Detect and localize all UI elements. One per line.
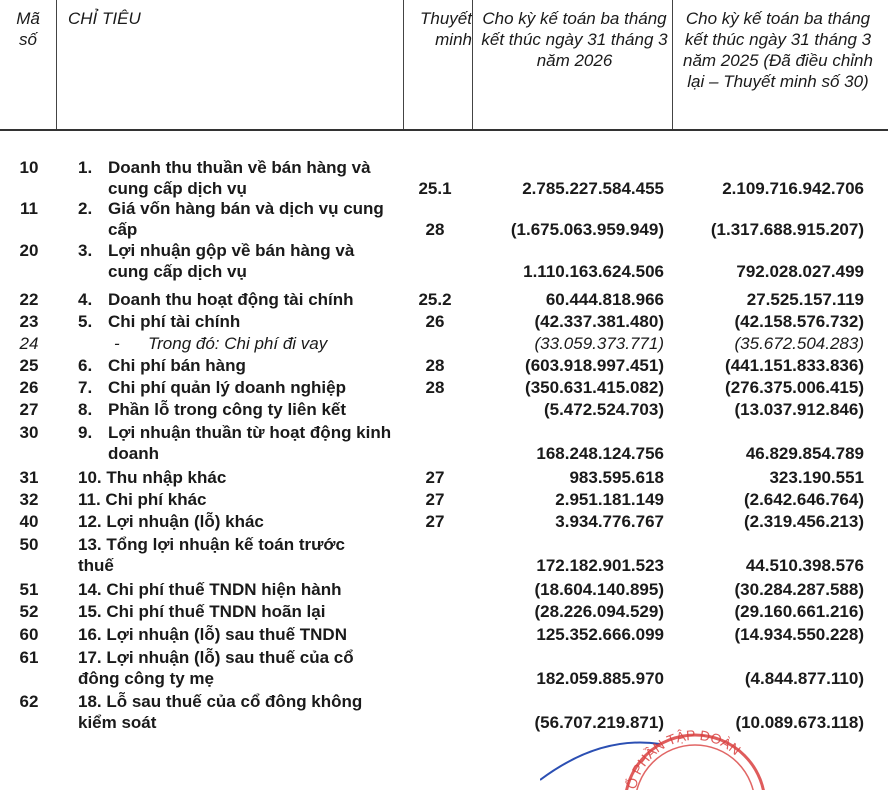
row-label: 14. Chi phí thuế TNDN hiện hành xyxy=(78,580,342,599)
row-value-2026: (28.226.094.529) xyxy=(534,602,664,621)
row-number: 6. xyxy=(78,356,93,375)
row-value-2025: 323.190.551 xyxy=(769,468,864,487)
row-value-2025: 792.028.027.499 xyxy=(736,262,864,281)
row-label: Doanh thu thuần về bán hàng và cung cấp dịch vụ xyxy=(108,158,371,198)
row-note: 28 xyxy=(425,356,445,375)
row-value-2026: 1.110.163.624.506 xyxy=(523,262,664,281)
row-code: 10 xyxy=(19,158,39,177)
row-note: 28 xyxy=(425,220,445,239)
row-value-2026: 2.951.181.149 xyxy=(555,490,664,509)
row-number: 4. xyxy=(78,290,93,309)
row-note: 25.1 xyxy=(418,179,452,198)
row-number: 3. xyxy=(78,241,93,260)
row-value-2025: 2.109.716.942.706 xyxy=(722,179,864,198)
row-label: Trong đó: Chi phí đi vay xyxy=(148,334,328,353)
row-code: 40 xyxy=(19,512,39,531)
column-divider xyxy=(672,0,673,129)
row-code: 62 xyxy=(19,692,39,711)
row-number: 9. xyxy=(78,423,93,442)
row-note: 27 xyxy=(425,468,445,487)
row-code: 30 xyxy=(19,423,39,442)
header-code: Mã số xyxy=(16,9,40,49)
row-value-2025: (276.375.006.415) xyxy=(725,378,864,397)
row-value-2025: 44.510.398.576 xyxy=(745,556,864,575)
row-label: Phần lỗ trong công ty liên kết xyxy=(108,400,347,419)
row-code: 26 xyxy=(19,378,39,397)
row-value-2025: (2.642.646.764) xyxy=(743,490,864,509)
row-value-2025: (441.151.833.836) xyxy=(725,356,864,375)
row-value-2026: (42.337.381.480) xyxy=(534,312,664,331)
header-period-2026: Cho kỳ kế toán ba tháng kết thúc ngày 31 tháng 3 năm 2026 xyxy=(481,9,668,70)
row-value-2025: 46.829.854.789 xyxy=(745,444,864,463)
row-label: Lợi nhuận gộp về bán hàng và cung cấp dịch vụ xyxy=(108,241,355,281)
row-label: 16. Lợi nhuận (lỗ) sau thuế TNDN xyxy=(78,625,347,644)
row-code: 22 xyxy=(19,290,39,309)
row-value-2026: (350.631.415.082) xyxy=(525,378,664,397)
row-value-2025: (30.284.287.588) xyxy=(734,580,864,599)
row-code: 60 xyxy=(19,625,39,644)
row-code: 50 xyxy=(19,535,39,554)
row-label: 13. Tổng lợi nhuận kế toán trước thuế xyxy=(78,535,345,575)
row-value-2026: (18.604.140.895) xyxy=(534,580,664,599)
row-code: 52 xyxy=(19,602,39,621)
row-value-2026: (603.918.997.451) xyxy=(525,356,664,375)
row-note: 26 xyxy=(425,312,445,331)
row-label: 15. Chi phí thuế TNDN hoãn lại xyxy=(78,602,326,621)
row-label: Chi phí tài chính xyxy=(108,312,241,331)
row-label: Giá vốn hàng bán và dịch vụ cung cấp xyxy=(108,199,384,239)
row-note: 25.2 xyxy=(418,290,452,309)
row-note: 27 xyxy=(425,512,445,531)
row-code: 23 xyxy=(19,312,39,331)
row-value-2025: (14.934.550.228) xyxy=(734,625,864,644)
row-code: 27 xyxy=(19,400,39,419)
row-number: 8. xyxy=(78,400,93,419)
row-code: 31 xyxy=(19,468,39,487)
row-value-2026: 2.785.227.584.455 xyxy=(522,179,664,198)
column-divider xyxy=(472,0,473,129)
row-code: 20 xyxy=(19,241,39,260)
row-value-2026: (56.707.219.871) xyxy=(534,713,664,732)
row-label: 18. Lỗ sau thuế của cổ đông không kiểm soát xyxy=(78,692,363,732)
row-code: 11 xyxy=(20,199,38,218)
header-rule xyxy=(0,129,888,131)
row-value-2026: (1.675.063.959.949) xyxy=(510,220,664,239)
row-value-2025: 27.525.157.119 xyxy=(746,290,864,309)
header-period-2025: Cho kỳ kế toán ba tháng kết thúc ngày 31 tháng 3 năm 2025 (Đã điều chỉnh lại – Thuyết minh số 30) xyxy=(683,9,873,91)
row-number: 2. xyxy=(78,199,93,218)
row-code: 24 xyxy=(19,334,39,353)
row-value-2025: (35.672.504.283) xyxy=(734,334,864,353)
row-label: Lợi nhuận thuần từ hoạt động kinh doanh xyxy=(108,423,392,463)
row-dash: - xyxy=(114,334,120,353)
row-note: 28 xyxy=(425,378,445,397)
row-label: 11. Chi phí khác xyxy=(78,490,207,509)
row-number: 7. xyxy=(78,378,93,397)
row-label: Doanh thu hoạt động tài chính xyxy=(108,290,354,309)
row-value-2026: 3.934.776.767 xyxy=(555,512,664,531)
row-value-2025: (13.037.912.846) xyxy=(734,400,864,419)
row-value-2026: 168.248.124.756 xyxy=(536,444,664,463)
signature-stroke xyxy=(540,743,660,781)
row-code: 51 xyxy=(19,580,39,599)
row-label: 17. Lợi nhuận (lỗ) sau thuế của cổ đông công ty mẹ xyxy=(78,648,354,688)
row-value-2025: (1.317.688.915.207) xyxy=(710,220,864,239)
row-value-2026: 125.352.666.099 xyxy=(536,625,664,644)
column-divider xyxy=(403,0,404,129)
row-value-2025: (29.160.661.216) xyxy=(734,602,864,621)
row-number: 5. xyxy=(78,312,93,331)
row-value-2026: 182.059.885.970 xyxy=(536,669,664,688)
header-note: Thuyết minh xyxy=(420,9,472,49)
row-code: 25 xyxy=(19,356,39,375)
row-value-2025: (10.089.673.118) xyxy=(735,713,864,732)
row-value-2025: (4.844.877.110) xyxy=(744,669,864,688)
row-note: 27 xyxy=(425,490,445,509)
row-value-2026: 983.595.618 xyxy=(569,468,664,487)
row-code: 32 xyxy=(19,490,39,509)
row-label: Chi phí quản lý doanh nghiệp xyxy=(108,378,346,397)
row-value-2026: 172.182.901.523 xyxy=(536,556,664,575)
row-label: Chi phí bán hàng xyxy=(108,356,246,375)
row-code: 61 xyxy=(19,648,39,667)
column-divider xyxy=(56,0,57,129)
row-value-2025: (2.319.456.213) xyxy=(743,512,864,531)
header-item: CHỈ TIÊU xyxy=(68,9,141,28)
svg-text:CỔ PHẦN TẬP ĐOÀN: Ổ PHẦN TẬP ĐOÀN xyxy=(623,726,744,790)
row-label: 12. Lợi nhuận (lỗ) khác xyxy=(78,512,264,531)
row-value-2025: (42.158.576.732) xyxy=(734,312,864,331)
row-label: 10. Thu nhập khác xyxy=(78,468,227,487)
table-header xyxy=(0,0,888,128)
row-value-2026: (33.059.373.771) xyxy=(534,334,664,353)
row-value-2026: (5.472.524.703) xyxy=(543,400,664,419)
row-number: 1. xyxy=(78,158,93,177)
row-value-2026: 60.444.818.966 xyxy=(545,290,664,309)
